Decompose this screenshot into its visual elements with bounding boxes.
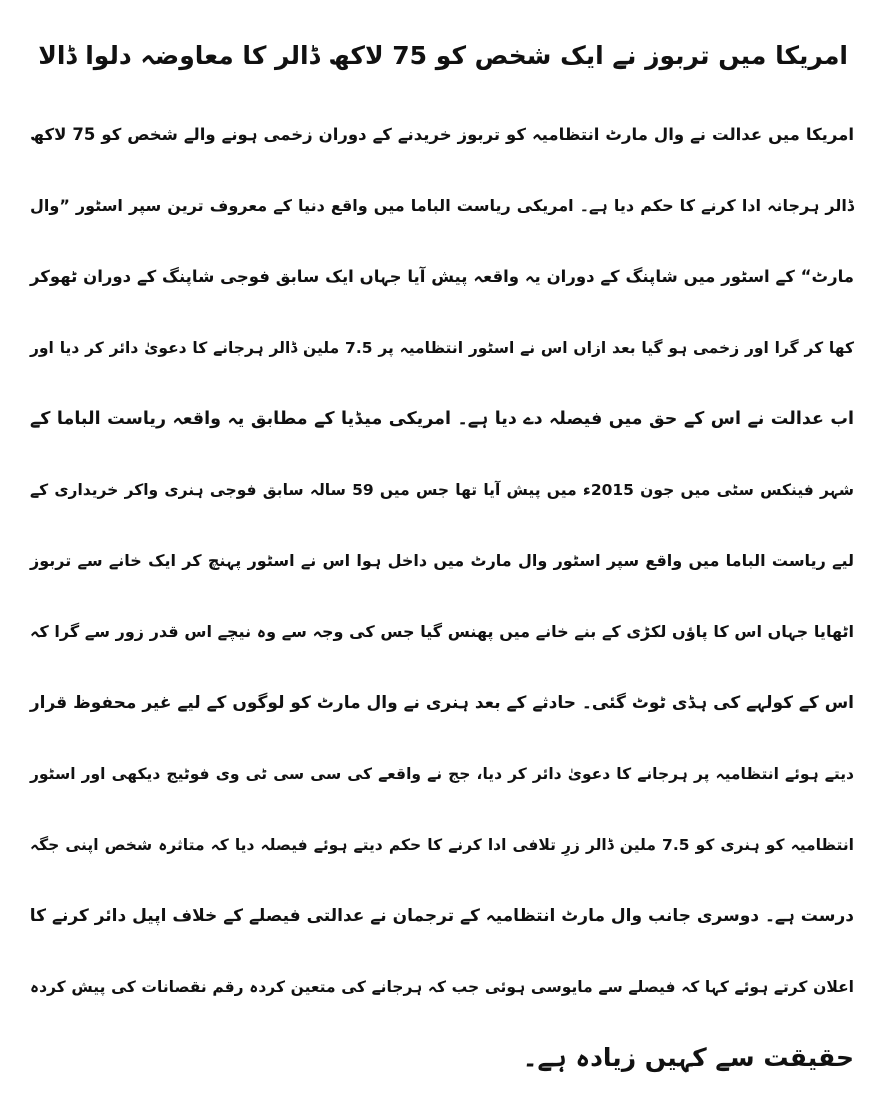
news-article bbox=[30, 28, 854, 1094]
article-body-line: اعلان کرتے ہوئے کہا کہ فیصلے سے مایوسی ہوئی جب کہ ہرجانے کی متعین کردہ رقم نقصانات کی پیش کردہ bbox=[30, 978, 854, 996]
article-body-line: انتظامیہ کو ہنری کو 7.5 ملین ڈالر زرِ تلافی ادا کرنے کا حکم دیتے ہوئے فیصلہ دیا کہ متاثرہ شخص اپنی جگہ bbox=[30, 836, 854, 854]
article-body-line: مارٹ“ کے اسٹور میں شاپنگ کے دوران یہ واقعہ پیش آیا جہاں ایک سابق فوجی شاپنگ کے دوران ٹھوکر bbox=[30, 267, 854, 286]
article-body-line: دیتے ہوئے انتظامیہ پر ہرجانے کا دعویٰ دائر کر دیا، جج نے واقعے کی سی سی ٹی وی فوٹیج دیکھی اور اسٹور bbox=[30, 765, 854, 783]
article-body-line: کھا کر گرا اور زخمی ہو گیا بعد ازاں اس نے اسٹور انتظامیہ پر 7.5 ملین ڈالر ہرجانے کا دعویٰ دائر کر دیا اور bbox=[30, 339, 854, 357]
article-headline: امریکا میں تربوز نے ایک شخص کو 75 لاکھ ڈالر کا معاوضہ دلوا ڈالا bbox=[38, 41, 848, 70]
article-body-line: لیے ریاست الباما میں واقع سپر اسٹور وال مارٹ میں داخل ہوا اس نے اسٹور پہنچ کر ایک خانے سے تربوز bbox=[30, 551, 854, 570]
article-body-line: شہر فینکس سٹی میں جون 2015ء میں پیش آیا تھا جس میں 59 سالہ سابق فوجی ہنری واکر خریداری کے bbox=[30, 481, 854, 499]
article-body-line: امریکا میں عدالت نے وال مارٹ انتظامیہ کو تربوز خریدنے کے دوران زخمی ہونے والے شخص کو 75 لاکھ bbox=[30, 125, 854, 144]
article-body-line: درست ہے۔ دوسری جانب وال مارٹ انتظامیہ کے ترجمان نے عدالتی فیصلے کے خلاف اپیل دائر کرنے کا bbox=[29, 906, 854, 926]
article-body bbox=[30, 100, 854, 1094]
article-body-line: ڈالر ہرجانہ ادا کرنے کا حکم دیا ہے۔ امریکی ریاست الباما میں واقع دنیا کے معروف ترین سپر اسٹور ”وال bbox=[30, 196, 854, 215]
article-body-line: حقیقت سے کہیں زیادہ ہے۔ bbox=[522, 1043, 854, 1072]
article-body-line: اس کے کولہے کی ہڈی ٹوٹ گئی۔ حادثے کے بعد ہنری نے وال مارٹ کو لوگوں کے لیے غیر محفوظ قرار bbox=[29, 693, 854, 713]
article-body-line: اب عدالت نے اس کے حق میں فیصلہ دے دیا ہے۔ امریکی میڈیا کے مطابق یہ واقعہ ریاست الباما کے bbox=[30, 409, 854, 429]
article-body-line: اٹھایا جہاں اس کا پاؤں لکڑی کے بنے خانے میں پھنس گیا جس کی وجہ سے وہ نیچے اس قدر زور سے گرا کہ bbox=[30, 622, 854, 641]
